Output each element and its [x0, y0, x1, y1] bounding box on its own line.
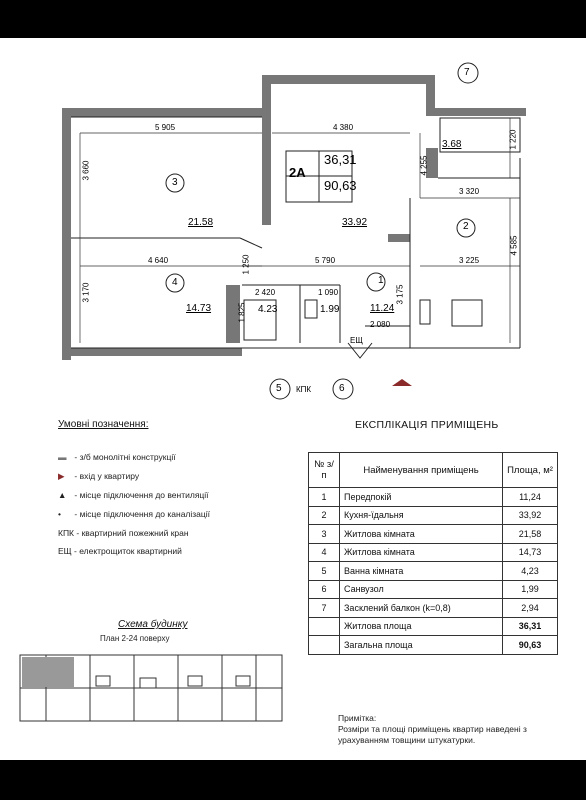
marker-6: 6	[339, 383, 345, 394]
dim-4380: 4 380	[333, 123, 354, 132]
highlighted-apartment	[22, 657, 74, 687]
wall-balcony-top	[426, 108, 526, 116]
dim-3660: 3 660	[81, 160, 91, 181]
dim-3175: 3 175	[395, 284, 405, 305]
wall-top-left	[62, 108, 267, 117]
column-center	[388, 234, 410, 242]
dim-1250: 1 250	[241, 254, 251, 275]
entrance-icon: ▶	[58, 471, 65, 481]
table-row: 7 Засклений балкон (k=0,8) 2,94	[309, 599, 558, 618]
room-area-3: 21.58	[188, 217, 214, 228]
apartment-living-area: 36,31	[324, 152, 357, 167]
note-line-2: урахуванням товщини штукатурки.	[338, 735, 476, 745]
wall-bottom-left	[62, 348, 242, 356]
wall-center-vertical	[262, 75, 271, 225]
room-number-4: 4	[172, 277, 178, 288]
dim-2420: 2 420	[255, 288, 276, 297]
entrance-marker-icon	[392, 379, 412, 386]
table-row: 2 Кухня-їдальня 33,92	[309, 506, 558, 525]
legend-item-ventilation: ▲ - місце підключення до вентиляції	[58, 490, 209, 500]
legend-item-concrete: ▬ - з/б монолітні конструкції	[58, 452, 176, 462]
header-name: Найменування приміщень	[340, 453, 503, 488]
table-row: 1 Передпокій 11,24	[309, 488, 558, 507]
dim-5790: 5 790	[315, 256, 336, 265]
legend-item-panel: ЕЩ - електрощиток квартирний	[58, 546, 182, 556]
label-eshch: ЕЩ	[350, 336, 363, 345]
marker-5: 5	[276, 383, 282, 394]
floor-plan-document	[0, 38, 586, 760]
dim-1220: 1 220	[508, 129, 518, 150]
table-row: 5 Ванна кімната 4,23	[309, 562, 558, 581]
explication-table	[308, 452, 558, 655]
table-row-total-area: Загальна площа 90,63	[309, 636, 558, 655]
table-row: 6 Санвузол 1,99	[309, 580, 558, 599]
sewer-icon: •	[58, 509, 61, 519]
note	[338, 713, 527, 746]
explication-title: ЕКСПЛІКАЦІЯ ПРИМІЩЕНЬ	[355, 419, 499, 431]
room-number-3: 3	[172, 177, 178, 188]
table-row-total-living: Житлова площа 36,31	[309, 617, 558, 636]
apartment-total-area: 90,63	[324, 178, 357, 193]
table-row: 4 Житлова кімната 14,73	[309, 543, 558, 562]
dim-3320: 3 320	[459, 187, 480, 196]
concrete-wall-icon: ▬	[58, 452, 67, 462]
legend-item-hydrant: КПК - квартирний пожежний кран	[58, 528, 189, 538]
room-area-1: 11.24	[370, 303, 395, 314]
room-area-6: 1.99	[320, 304, 340, 315]
dim-5905: 5 905	[155, 123, 176, 132]
header-num: № з/п	[309, 453, 340, 488]
dim-4585: 4 585	[509, 235, 519, 256]
marker-7: 7	[464, 67, 470, 78]
room-area-5: 4.23	[258, 304, 278, 315]
wall-top-center	[262, 75, 434, 84]
dim-4640: 4 640	[148, 256, 169, 265]
scheme-subtitle: План 2-24 поверху	[100, 634, 170, 643]
room-number-2: 2	[463, 221, 469, 232]
dim-3170: 3 170	[81, 282, 91, 303]
apartment-code: 2A	[289, 165, 306, 180]
label-kpk: КПК	[296, 385, 312, 394]
ventilation-icon: ▲	[58, 490, 67, 500]
dim-1090: 1 090	[318, 288, 339, 297]
table-row: 3 Житлова кімната 21,58	[309, 525, 558, 544]
room-area-4: 14.73	[186, 303, 212, 314]
dim-1825: 1 825	[237, 302, 247, 323]
legend-item-entrance: ▶ - вхід у квартиру	[58, 471, 140, 481]
room-area-2: 33.92	[342, 217, 368, 228]
room-area-7: 3.68	[442, 139, 462, 150]
dim-2080: 2 080	[370, 320, 391, 329]
dim-4255: 4 255	[419, 155, 429, 176]
header-area: Площа, м²	[503, 453, 558, 488]
room-number-1: 1	[378, 275, 384, 286]
dim-3225: 3 225	[459, 256, 480, 265]
scheme-title: Схема будинку	[118, 619, 188, 630]
legend-title: Умовні позначення:	[58, 419, 149, 430]
note-title: Примітка:	[338, 713, 377, 723]
legend-item-sewer: • - місце підключення до каналізації	[58, 509, 211, 519]
note-line-1: Розміри та площі приміщень квартир наведені з	[338, 724, 527, 734]
apartment-floor-plan	[0, 38, 586, 408]
wall-left	[62, 108, 71, 360]
